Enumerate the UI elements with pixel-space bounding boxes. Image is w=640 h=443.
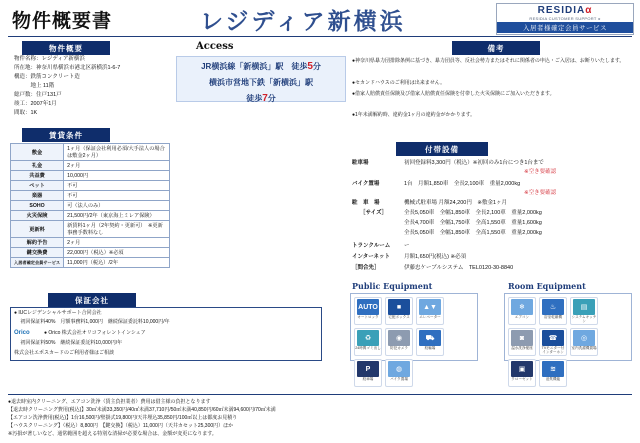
camera-caption: 防犯カメラ	[390, 346, 408, 350]
bicycle-parking-caption: 駐輪場	[424, 346, 436, 350]
closet-caption: クローゼット	[511, 377, 533, 381]
table-row	[11, 191, 170, 201]
table-row	[11, 221, 170, 238]
access-line-3	[177, 91, 345, 107]
page-title: 物件概要書	[12, 10, 113, 32]
washer-space-caption: 室内洗濯機置場	[571, 346, 597, 350]
footer-line-3: 【ハウスクリーニング】（税込）8,800円 【鍵交換】（税込）11,000円（天井カセット25,300円）ほか	[8, 423, 234, 430]
bath-dryer-caption: 浴室乾燥機	[544, 315, 562, 319]
residia-logo	[496, 3, 634, 35]
system-kitchen-icon	[570, 297, 598, 325]
delivery-box-caption: 宅配ボックス	[388, 315, 410, 319]
property-name-title: レジディア新横浜	[200, 8, 406, 35]
rent-label-10: 入居者確定会員サービス	[11, 258, 64, 268]
facility-value-6: ー	[404, 243, 410, 249]
bath-dryer-icon	[539, 297, 567, 325]
parking-glyph: P	[357, 361, 379, 377]
facility-value-0: 初回登録料3,300円（税込）※初回のみ1台につき1台まで	[404, 160, 544, 166]
air-conditioner-glyph: ❄	[511, 299, 533, 315]
rent-label-0: 敷金	[11, 144, 64, 161]
facility-value-2: 機械式駐車場 月額24,200円 ※敷金1ヶ月	[404, 200, 508, 206]
bike-parking-caption: バイク置場	[390, 377, 408, 381]
facility-value-8: 伊藤忠ケーブルシステム TEL0120-30-8840	[404, 265, 514, 271]
footer-line-4: ※汚損が著しいなど、通常範囲を超える特別な清掃が必要な場合は、金額が変更になります。	[8, 431, 217, 438]
trash-station-icon	[354, 328, 382, 356]
facility-label-2: 駐 車 場	[352, 200, 380, 206]
access-line3-num: 7	[262, 92, 268, 104]
rent-value-8: 2ヶ月	[64, 238, 170, 248]
guarantee-line-0: ● IUCレジデンシャルサポート合同会社	[14, 310, 102, 316]
outline-row-1: 所在地：神奈川県横浜市港北区新横浜1-6-7	[14, 65, 121, 71]
intercom-glyph: ☎	[542, 330, 564, 346]
air-conditioner-caption: エアコン	[514, 315, 530, 319]
system-kitchen-glyph: ▤	[573, 299, 595, 315]
room-equipment-box	[504, 293, 632, 381]
facility-value-4: 全長4,700車 全幅1,750車 全高1,550車 重量1,600kg	[404, 220, 542, 226]
camera-icon	[385, 328, 413, 356]
rent-value-2: 10,000円	[64, 171, 170, 181]
rent-value-7: 新賃料1ヶ月（2年契約・更新可） ※更新事務手数料なし	[64, 221, 170, 238]
orico-logo-text: Orico	[14, 330, 30, 336]
footer-line-2: 【エアコン洗浄費用(税込)】1台16,500円/壁掛式19,800円/天井埋込35,850円/100㎡以上は都度お見積り	[8, 415, 238, 422]
outline-row-4: 総戸数：住戸131戸	[14, 92, 62, 98]
facility-note-0: ※空き要確認	[524, 169, 557, 175]
access-line-1	[177, 59, 345, 75]
auto-lock-icon	[354, 297, 382, 325]
facility-note-1: ※空き要確認	[524, 190, 557, 196]
rent-label-5: SOHO	[11, 201, 64, 211]
section-chip-rent: 賃貸条件	[22, 128, 110, 142]
access-line1-pre: JR横浜線「新横浜」駅 徒歩	[201, 62, 308, 71]
table-row	[11, 171, 170, 181]
section-chip-remarks: 備考	[452, 41, 540, 55]
washlet-caption: 温水洗浄便座	[511, 346, 533, 350]
footer-notes	[8, 398, 632, 438]
access-title: Access	[196, 41, 234, 52]
remarks-line-1: ●セカンドハウスのご利用は出来ません。	[352, 80, 446, 86]
guarantee-line-2: ● Orico 株式会社オリコフォレントインシュア	[44, 330, 146, 336]
table-row	[11, 181, 170, 191]
access-line1-post: 分	[312, 62, 321, 71]
delivery-box-icon	[385, 297, 413, 325]
parking-icon	[354, 359, 382, 387]
room-equipment-title: Room Equipment	[508, 281, 586, 291]
air-conditioner-icon	[508, 297, 536, 325]
access-line3-pre: 徒歩	[246, 93, 263, 103]
facility-value-1: 1台 月額1,850車 全長2,100車 重量2,000kg	[404, 181, 521, 187]
remarks-line-2: ●借家人賠償責任保険及び借家人賠償責任保険を付帯した火災保険にご加入いただきます。	[352, 91, 555, 97]
washer-space-icon	[570, 328, 598, 356]
logo-brand-main: RESIDIA	[537, 5, 586, 16]
closet-glyph: ▣	[511, 361, 533, 377]
access-line3-post: 分	[267, 93, 276, 103]
rent-value-9: 22,000円（税込）※必須	[64, 248, 170, 258]
footer-divider	[8, 394, 632, 395]
facility-label-1: バイク置場	[352, 181, 380, 187]
rent-value-3: 不可	[64, 181, 170, 191]
rent-label-9: 鍵交換費	[11, 248, 64, 258]
facility-label-7: インターネット	[352, 254, 391, 260]
public-equipment-icons	[351, 294, 477, 390]
section-chip-facility: 付帯設備	[396, 142, 488, 156]
closet-icon	[508, 359, 536, 387]
access-box	[176, 56, 346, 102]
logo-subtitle: RESIDIA CUSTOMER SUPPORT α	[529, 16, 601, 21]
rent-value-0: 1ヶ月（保証会社利用必須/大手法人の場合は敷金2ヶ月）	[64, 144, 170, 161]
table-row	[11, 211, 170, 221]
remarks-line-3: ●1年未満解約時、違約金1ヶ月の違約金がかかります。	[352, 112, 476, 118]
rent-conditions-table	[10, 143, 170, 268]
trash-station-glyph: ♻	[357, 330, 379, 346]
floor-heating-icon	[539, 359, 567, 387]
rent-label-3: ペット	[11, 181, 64, 191]
rent-value-1: 2ヶ月	[64, 161, 170, 171]
intercom-icon	[539, 328, 567, 356]
parking-caption: 駐車場	[362, 377, 374, 381]
table-row	[11, 238, 170, 248]
washlet-glyph: ◙	[511, 330, 533, 346]
guarantee-line-1: 初回保証料40% 月額事務料1,000円 継続保証委託料10,000円/年	[14, 319, 170, 325]
access-line2-pre: 横浜市営地下鉄「新横浜」駅	[209, 77, 313, 87]
outline-row-6: 間取：1K	[14, 110, 38, 116]
document-header	[0, 0, 640, 36]
table-row	[11, 248, 170, 258]
table-row	[11, 201, 170, 211]
rent-label-4: 楽器	[11, 191, 64, 201]
camera-glyph: ◉	[388, 330, 410, 346]
bicycle-parking-icon	[416, 328, 444, 356]
table-row	[11, 258, 170, 268]
floor-heating-caption: 追焚機能	[545, 377, 561, 381]
table-row	[11, 144, 170, 161]
rent-label-1: 礼金	[11, 161, 64, 171]
elevator-caption: エレベーター	[419, 315, 441, 319]
outline-row-0: 物件名称：レジディア新横浜	[14, 56, 85, 62]
footer-line-1: 【退去時クリーニング費用(税込)】30㎡未満33,350円/40㎡未満37,710円/50㎡未満40,850円/60㎡未満94,600円/70㎡未満	[8, 407, 276, 414]
rent-label-8: 解約予告	[11, 238, 64, 248]
floor-heating-glyph: ≋	[542, 361, 564, 377]
room-equipment-icons	[505, 294, 631, 390]
header-divider	[8, 36, 632, 37]
public-equipment-box	[350, 293, 478, 381]
outline-row-2: 構造：鉄筋コンクリート造	[14, 74, 80, 80]
elevator-icon	[416, 297, 444, 325]
bike-parking-glyph: ◍	[388, 361, 410, 377]
trash-station-caption: 24時間ゴミ出し	[355, 346, 381, 350]
public-equipment-title: Public Equipment	[352, 281, 433, 291]
facility-value-7: 月額1,650円(税込) ※必須	[404, 254, 467, 260]
logo-brand-text	[497, 5, 633, 16]
facility-label-3: ［サイズ］	[360, 210, 388, 216]
access-line-2	[177, 77, 345, 89]
facility-value-3: 全長5,050車 全幅1,850車 全長2,100車 重量2,000kg	[404, 210, 542, 216]
washer-space-glyph: ◎	[573, 330, 595, 346]
rent-label-6: 火災保険	[11, 211, 64, 221]
facility-value-5: 全長5,050車 全幅1,850車 全高1,550車 重量2,000kg	[404, 230, 542, 236]
facility-label-6: トランクルーム	[352, 243, 391, 249]
logo-service-band: 入居者様確定会員サービス	[497, 22, 633, 33]
auto-lock-glyph: AUTO	[357, 299, 379, 315]
logo-brand-accent: α	[585, 5, 593, 16]
guarantee-line-3: 初回保証料50% 継続保証委託料10,000円/年	[14, 340, 123, 346]
outline-row-5: 竣工：2007年1月	[14, 101, 57, 107]
rent-value-6: 21,500円/2年（東京海上ミレア保険）	[64, 211, 170, 221]
rent-value-4: 不可	[64, 191, 170, 201]
washlet-icon	[508, 328, 536, 356]
bike-parking-icon	[385, 359, 413, 387]
access-line1-num: 5	[307, 61, 313, 72]
section-chip-guarantee: 保証会社	[48, 293, 136, 307]
table-row	[11, 161, 170, 171]
rent-label-7: 更新料	[11, 221, 64, 238]
intercom-caption: TVモニター付インターホン	[541, 346, 565, 354]
bicycle-parking-glyph: ⛟	[419, 330, 441, 346]
rent-value-5: 可（法人のみ）	[64, 201, 170, 211]
auto-lock-caption: オートロック	[357, 315, 379, 319]
elevator-glyph: ▲▼	[419, 299, 441, 315]
section-chip-outline: 物件概要	[22, 41, 110, 55]
facility-label-0: 駐車場	[352, 160, 369, 166]
remarks-line-0: ●神奈川県暴力団排除条例に基づき、暴力団員等、反社会勢力またはそれに関係者の申込・ご入居は、お断りいたします。	[352, 58, 625, 64]
guarantee-line-4: 株式会社エポスカードのご利用者様はご相談	[14, 350, 115, 356]
delivery-box-glyph: ■	[388, 299, 410, 315]
system-kitchen-caption: システムキッチン	[571, 315, 597, 323]
footer-line-0: ●退去時室内クリーニング、エアコン洗浄（賃主負担業者）費用は借主様の負担となります	[8, 399, 211, 405]
facility-label-8: ［問合先］	[352, 265, 380, 271]
bath-dryer-glyph: ♨	[542, 299, 564, 315]
rent-value-10: 11,000円（税込）/2年	[64, 258, 170, 268]
rent-label-2: 共益費	[11, 171, 64, 181]
outline-row-3: 地上 11階	[14, 83, 55, 89]
